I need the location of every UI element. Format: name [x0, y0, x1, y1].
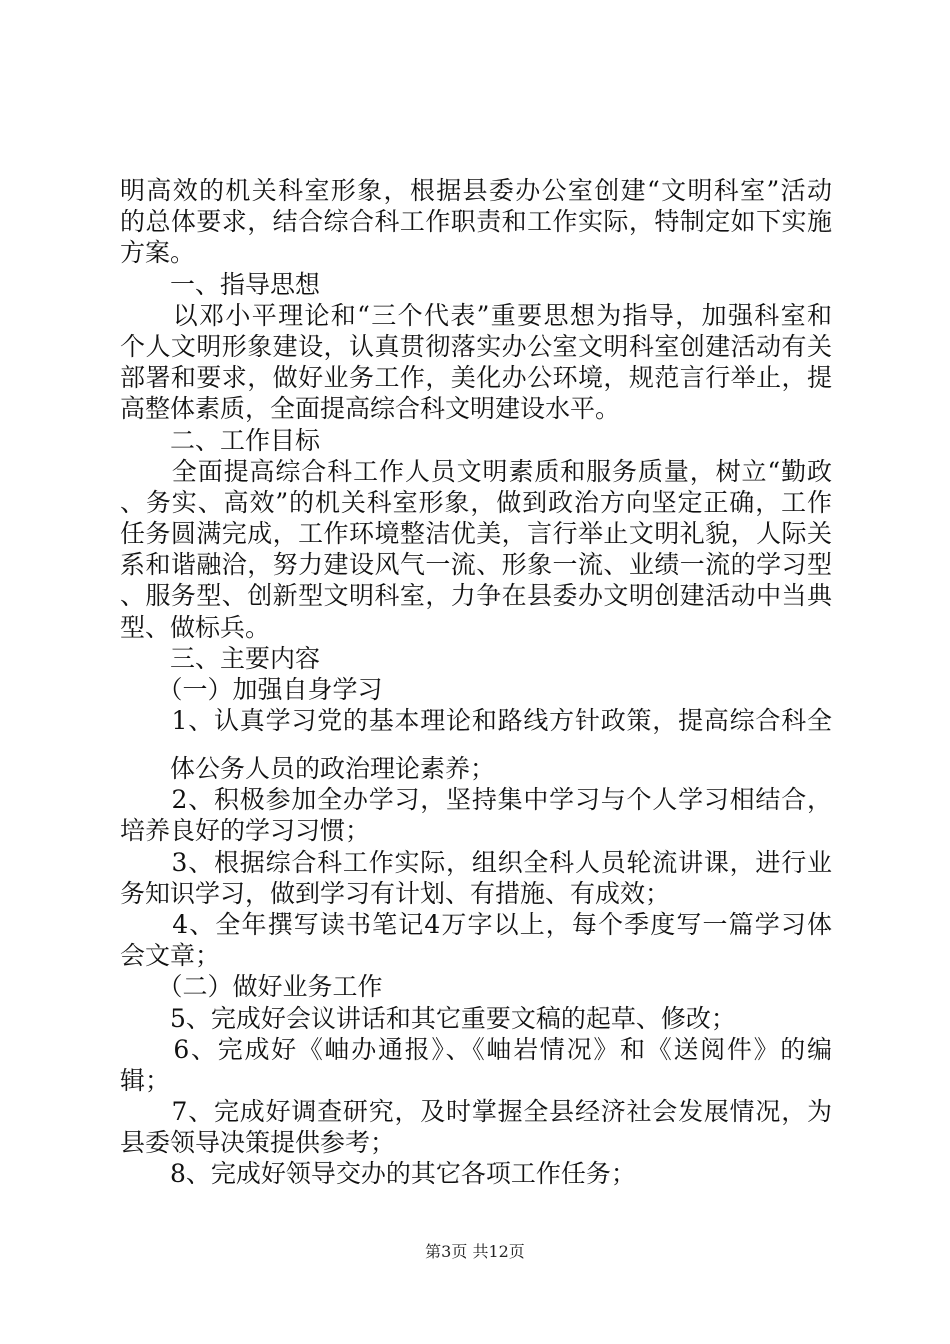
text-line: 体公务人员的政治理论素养；	[120, 754, 496, 783]
text-line: 2、积极参加全办学习，坚持集中学习与个人学习相结合，	[120, 785, 832, 815]
text-line: 培养良好的学习习惯；	[120, 816, 371, 846]
text-line: 3、根据综合科工作实际，组织全科人员轮流讲课，进行业	[120, 847, 832, 877]
text-line: 辑；	[120, 1065, 171, 1095]
text-line: 、务实、高效”的机关科室形象，做到政治方向坚定正确，工作	[120, 487, 832, 517]
text-line: 个人文明形象建设，认真贯彻落实办公室文明科室创建活动有关	[120, 331, 832, 361]
text-line: 方案。	[120, 238, 196, 268]
text-line: 部署和要求，做好业务工作，美化办公环境，规范言行举止，提	[120, 363, 832, 393]
section-heading: 一、指导思想	[120, 269, 321, 299]
text-line: 7、完成好调查研究，及时掌握全县经济社会发展情况，为	[120, 1097, 832, 1127]
text-line: 会文章；	[120, 941, 221, 971]
subsection-heading: （一）加强自身学习	[120, 675, 383, 704]
text-line: 以邓小平理论和“三个代表”重要思想为指导，加强科室和	[120, 300, 832, 330]
text-line: 型、做标兵。	[120, 612, 271, 642]
text-line: 县委领导决策提供参考；	[120, 1128, 396, 1158]
text-line: 4、全年撰写读书笔记4万字以上，每个季度写一篇学习体	[120, 909, 832, 939]
text-line: 高整体素质，全面提高综合科文明建设水平。	[120, 394, 621, 424]
text-line: 明高效的机关科室形象，根据县委办公室创建“文明科室”活动	[120, 176, 832, 205]
text-line: 、服务型、创新型文明科室，力争在县委办文明创建活动中当典	[120, 581, 832, 611]
text-line: 8、完成好领导交办的其它各项工作任务；	[120, 1159, 636, 1189]
text-line: 全面提高综合科工作人员文明素质和服务质量，树立“勤政	[120, 456, 832, 486]
text-line: 5、完成好会议讲话和其它重要文稿的起草、修改；	[120, 1003, 736, 1033]
text-line: 系和谐融洽，努力建设风气一流、形象一流、业绩一流的学习型	[120, 550, 832, 580]
body-text-block-2	[120, 753, 832, 1190]
text-line: 的总体要求，结合综合科工作职责和工作实际，特制定如下实施	[120, 207, 832, 237]
text-line: 6、完成好《岫办通报》、《岫岩情况》和《送阅件》的编	[120, 1034, 832, 1064]
page-number-footer: 第3页 共12页	[425, 1242, 525, 1261]
text-line: 任务圆满完成，工作环境整洁优美，言行举止文明礼貌，人际关	[120, 519, 832, 549]
subsection-heading: （二）做好业务工作	[120, 972, 383, 1002]
body-text-block-1	[120, 175, 832, 736]
text-line: 务知识学习，做到学习有计划、有措施、有成效；	[120, 878, 671, 908]
section-heading: 三、主要内容	[120, 643, 321, 673]
text-line: 1、认真学习党的基本理论和路线方针政策，提高综合科全	[120, 706, 832, 736]
section-heading: 二、工作目标	[120, 425, 321, 455]
